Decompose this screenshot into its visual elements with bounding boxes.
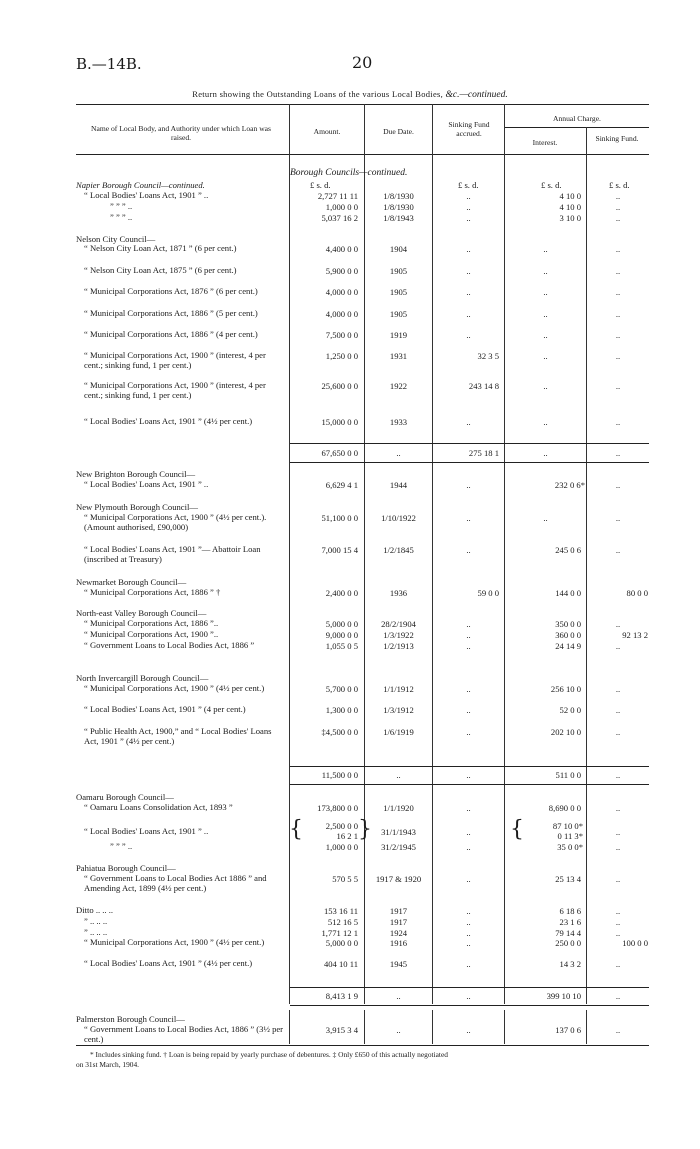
interest: 6 18 6	[559, 906, 581, 916]
amount: ‡4,500 0 0	[321, 727, 358, 737]
sinking-accrued: ..	[466, 842, 471, 852]
loan-authority: “ Municipal Corporations Act, 1886 ” (5 per cent.)	[84, 308, 258, 318]
interest: 8,690 0 0	[548, 803, 581, 813]
loan-authority: “ Local Bodies' Loans Act, 1901 ” (4½ per cent.)	[84, 958, 253, 968]
interest: 87 10 0*	[552, 821, 583, 831]
due-date: 1/8/1930	[383, 202, 414, 212]
sinking-fund: ..	[615, 641, 621, 651]
sinking-accrued: ..	[466, 309, 471, 319]
subtotal-rule	[290, 443, 649, 444]
total-sinking-accrued: ..	[466, 770, 471, 780]
amount: 2,727 11 11	[317, 191, 358, 201]
sinking-fund: 80 0 0	[626, 588, 648, 598]
sinking-accrued: ..	[466, 213, 471, 223]
sinking-accrued: ..	[466, 917, 471, 927]
body-nelson: Nelson City Council—	[76, 234, 156, 244]
due-date: 1/2/1913	[383, 641, 414, 651]
amount: 4,000 0 0	[325, 309, 358, 319]
amount: 25,600 0 0	[321, 381, 358, 391]
sinking-fund: ..	[615, 266, 621, 276]
due-date: 31/1/1943	[381, 827, 416, 837]
due-date: 1917 & 1920	[375, 874, 422, 884]
sinking-accrued: ..	[466, 266, 471, 276]
due-date: 1933	[389, 417, 408, 427]
sinking-fund: ..	[615, 803, 621, 813]
due-date: 1917	[389, 917, 408, 927]
interest: 144 0 0	[555, 588, 581, 598]
sinking-accrued: ..	[466, 417, 471, 427]
due-date: 1936	[389, 588, 408, 598]
sinking-fund: ..	[615, 213, 621, 223]
loan-authority: “ Municipal Corporations Act, 1900 ” (4½ per cent.)	[84, 683, 265, 693]
due-date: 1924	[389, 928, 408, 938]
brace-close: }	[358, 817, 372, 842]
interest: ..	[543, 330, 548, 340]
interest: 202 10 0	[550, 727, 581, 737]
interest: ..	[543, 381, 548, 391]
sinking-accrued: ..	[466, 630, 471, 640]
amount: 1,000 0 0	[325, 842, 358, 852]
total-amount: 11,500 0 0	[321, 770, 358, 780]
sinking-accrued: ..	[466, 1025, 471, 1035]
footnote: * Includes sinking fund. † Loan is being repaid by yearly purchase of debentures. ‡ Only £650 of this actually negotiated	[90, 1050, 448, 1059]
unit-interest: £ s. d.	[541, 180, 562, 190]
due-date: 1917	[389, 906, 408, 916]
body-napier: Napier Borough Council—continued.	[76, 180, 205, 190]
table-title	[0, 89, 700, 100]
sinking-accrued: ..	[466, 480, 471, 490]
due-date: 1/8/1943	[383, 213, 414, 223]
col-header-amount: Amount.	[313, 127, 341, 136]
loan-authority: “ Municipal Corporations Act, 1900 ” (interest, 4 per cent.; sinking fund, 1 per cent.)	[84, 350, 266, 370]
amount: 4,400 0 0	[325, 244, 358, 254]
due-date: 1919	[389, 330, 408, 340]
loan-authority: “ Municipal Corporations Act, 1900 ” (4½ per cent.)	[84, 937, 265, 947]
col-header-sinking-fund: Sinking Fund.	[595, 134, 639, 143]
sinking-accrued: ..	[466, 202, 471, 212]
due-date: 1/1/1920	[383, 803, 414, 813]
sinking-fund: ..	[615, 874, 621, 884]
sinking-fund: ..	[615, 959, 621, 969]
col-header-due: Due Date.	[383, 127, 414, 136]
loan-authority: “ Municipal Corporations Act, 1886 ” †	[84, 587, 221, 597]
amount: 5,900 0 0	[325, 266, 358, 276]
loan-authority: “ Municipal Corporations Act, 1900 ” (interest, 4 per cent.; sinking fund, 1 per cent.)	[84, 380, 266, 400]
interest: ..	[543, 309, 548, 319]
sinking-fund: 92 13 2	[622, 630, 648, 640]
sinking-fund: ..	[615, 917, 621, 927]
body-north-east-valley: North-east Valley Borough Council—	[76, 608, 207, 618]
sinking-fund: ..	[615, 330, 621, 340]
loan-authority: ” ” ” ..	[110, 841, 133, 851]
interest: ..	[543, 287, 548, 297]
amount: 173,800 0 0	[317, 803, 358, 813]
loan-authority: “ Oamaru Loans Consolidation Act, 1893 ”	[84, 802, 233, 812]
col-header-interest: Interest.	[532, 138, 558, 147]
amount: 7,500 0 0	[325, 330, 358, 340]
col-header-annual-charge: Annual Charge.	[553, 114, 601, 123]
total-amount: 67,650 0 0	[321, 448, 358, 458]
sinking-accrued: ..	[466, 244, 471, 254]
amount: 570 5 5	[332, 874, 358, 884]
due-date: 1905	[389, 309, 408, 319]
subtotal-rule	[290, 766, 649, 767]
sinking-fund: ..	[615, 727, 621, 737]
interest: 4 10 0	[559, 191, 581, 201]
total-sinking-fund: ..	[615, 991, 621, 1001]
sinking-fund: ..	[615, 1025, 621, 1035]
loan-authority: “ Local Bodies' Loans Act, 1901 ” (4½ per cent.)	[84, 416, 253, 426]
amount: 7,000 15 4	[321, 545, 358, 555]
brace-open: {	[510, 817, 524, 842]
total-due: ..	[396, 991, 401, 1001]
due-date: 1931	[389, 351, 408, 361]
due-date: 28/2/1904	[381, 619, 416, 629]
sinking-accrued: ..	[466, 684, 471, 694]
body-north-invercargill: North Invercargill Borough Council—	[76, 673, 209, 683]
due-date: 1945	[389, 959, 408, 969]
loan-authority: ” .. .. ..	[84, 916, 108, 926]
sinking-fund: ..	[615, 309, 621, 319]
loan-authority: “ Municipal Corporations Act, 1900 ” (4½ per cent.). (Amount authorised, £90,000)	[84, 512, 267, 532]
body-palmerston: Palmerston Borough Council—	[76, 1014, 185, 1024]
sinking-accrued: ..	[466, 191, 471, 201]
body-new-plymouth: New Plymouth Borough Council—	[76, 502, 198, 512]
sinking-accrued: ..	[466, 803, 471, 813]
amount: 1,055 0 5	[325, 641, 358, 651]
interest: 360 0 0	[555, 630, 581, 640]
loan-authority: “ Local Bodies' Loans Act, 1901 ” (4 per cent.)	[84, 704, 246, 714]
due-date: 1904	[389, 244, 408, 254]
header-bottom-rule	[76, 154, 649, 155]
total-sinking-accrued: ..	[466, 991, 471, 1001]
body-pahiatua: Pahiatua Borough Council—	[76, 863, 176, 873]
interest: 3 10 0	[559, 213, 581, 223]
sinking-accrued: 59 0 0	[477, 588, 499, 598]
total-due: ..	[396, 448, 401, 458]
body-new-brighton: New Brighton Borough Council—	[76, 469, 196, 479]
subtotal-rule	[290, 1005, 649, 1006]
unit-sinking: £ s. d.	[458, 180, 479, 190]
section-heading: Borough Councils—continued.	[290, 168, 408, 178]
sinking-accrued: ..	[466, 287, 471, 297]
amount: 2,400 0 0	[325, 588, 358, 598]
loan-authority: “ Municipal Corporations Act, 1876 ” (6 per cent.)	[84, 286, 258, 296]
loan-authority: “ Government Loans to Local Bodies Act, 1886 ” (3½ per cent.)	[84, 1024, 284, 1044]
sinking-accrued: ..	[466, 928, 471, 938]
header-top-rule	[76, 104, 649, 105]
amount: 6,629 4 1	[325, 480, 358, 490]
sinking-fund: ..	[615, 417, 621, 427]
total-interest: 511 0 0	[555, 770, 581, 780]
amount: 153 16 11	[323, 906, 358, 916]
loan-authority: “ Local Bodies' Loans Act, 1901 ”— Abattoir Loan (inscribed at Treasury)	[84, 544, 261, 564]
document-reference: B.—14B.	[76, 55, 142, 73]
due-date: 1/2/1845	[383, 545, 414, 555]
due-date: 1944	[389, 480, 408, 490]
col-header-name: Name of Local Body, and Authority under which Loan was raised.	[90, 124, 272, 142]
loan-authority: “ Municipal Corporations Act, 1886 ”..	[84, 618, 219, 628]
sinking-fund: ..	[615, 684, 621, 694]
interest: 4 10 0	[559, 202, 581, 212]
page-number: 20	[352, 53, 373, 72]
interest: 23 1 6	[559, 917, 581, 927]
sinking-accrued: 32 3 5	[477, 351, 499, 361]
loan-authority: “ Nelson City Loan Act, 1875 ” (6 per cent.)	[84, 265, 237, 275]
total-amount: 8,413 1 9	[325, 991, 358, 1001]
amount: 51,100 0 0	[321, 513, 358, 523]
due-date: 31/2/1945	[381, 842, 416, 852]
loan-authority: “ Local Bodies' Loans Act, 1901 ” ..	[84, 826, 209, 836]
due-date: 1/6/1919	[383, 727, 414, 737]
sinking-accrued: ..	[466, 330, 471, 340]
interest: 24 14 9	[555, 641, 581, 651]
sinking-accrued: ..	[466, 641, 471, 651]
sinking-accrued: ..	[466, 906, 471, 916]
subtotal-rule	[290, 784, 649, 785]
interest: 250 0 0	[555, 938, 581, 948]
loan-authority: “ Local Bodies' Loans Act, 1901 ” ..	[84, 190, 209, 200]
sinking-accrued: ..	[466, 727, 471, 737]
loan-authority: “ Municipal Corporations Act, 1886 ” (4 per cent.)	[84, 329, 258, 339]
due-date: 1/1/1912	[383, 684, 414, 694]
sinking-accrued: ..	[466, 705, 471, 715]
amount: 3,915 3 4	[325, 1025, 358, 1035]
interest: ..	[543, 266, 548, 276]
due-date: 1916	[389, 938, 408, 948]
sinking-fund: ..	[615, 619, 621, 629]
sinking-fund: ..	[615, 513, 621, 523]
sinking-fund: ..	[615, 545, 621, 555]
unit-amount: £ s. d.	[310, 180, 331, 190]
interest: 52 0 0	[559, 705, 581, 715]
sinking-accrued: ..	[466, 619, 471, 629]
brace-open: {	[289, 817, 303, 842]
sinking-fund: ..	[615, 906, 621, 916]
total-interest: ..	[543, 448, 548, 458]
due-date: 1905	[389, 287, 408, 297]
interest: 350 0 0	[555, 619, 581, 629]
amount: 5,037 16 2	[321, 213, 358, 223]
subtotal-rule	[290, 987, 649, 988]
amount: 1,000 0 0	[325, 202, 358, 212]
loan-authority: “ Nelson City Loan Act, 1871 ” (6 per cent.)	[84, 243, 237, 253]
amount: 1,771 12 1	[321, 928, 358, 938]
sinking-fund: ..	[615, 827, 621, 837]
sinking-fund: ..	[615, 842, 621, 852]
due-date: 1/3/1912	[383, 705, 414, 715]
sinking-accrued: ..	[466, 513, 471, 523]
loan-authority: “ Local Bodies' Loans Act, 1901 ” ..	[84, 479, 209, 489]
interest: 232 0 6*	[554, 480, 585, 490]
col-header-sinking-accrued: Sinking Fund accrued.	[448, 120, 490, 138]
sinking-accrued: 243 14 8	[468, 381, 499, 391]
interest: ..	[543, 417, 548, 427]
loan-authority: ” ” ” ..	[110, 201, 133, 211]
amount: 5,000 0 0	[325, 619, 358, 629]
amount: 15,000 0 0	[321, 417, 358, 427]
total-sinking-fund: ..	[615, 770, 621, 780]
sinking-fund: ..	[615, 480, 621, 490]
interest: 256 10 0	[550, 684, 581, 694]
interest: 14 3 2	[559, 959, 581, 969]
total-sinking-accrued: 275 18 1	[468, 448, 499, 458]
loan-authority: Ditto .. .. ..	[76, 905, 114, 915]
sinking-accrued: ..	[466, 545, 471, 555]
interest: 245 0 6	[555, 545, 581, 555]
sinking-fund: ..	[615, 244, 621, 254]
subtotal-rule	[290, 462, 649, 463]
total-interest: 399 10 10	[546, 991, 581, 1001]
interest: ..	[543, 244, 548, 254]
loan-authority: “ Public Health Act, 1900,” and “ Local Bodies' Loans Act, 1901 ” (4½ per cent.)	[84, 726, 272, 746]
interest: 137 0 6	[555, 1025, 581, 1035]
sinking-fund: ..	[615, 705, 621, 715]
sinking-fund: ..	[615, 287, 621, 297]
unit-sinking-fund: £ s. d.	[609, 180, 630, 190]
sinking-accrued: ..	[466, 938, 471, 948]
title-text: Return showing the Outstanding Loans of the various Local Bodies,	[192, 89, 446, 99]
due-date: 1905	[389, 266, 408, 276]
amount: 1,300 0 0	[325, 705, 358, 715]
sinking-fund: ..	[615, 928, 621, 938]
amount: 404 10 11	[323, 959, 358, 969]
table-bottom-rule	[76, 1045, 649, 1046]
loan-authority: “ Government Loans to Local Bodies Act, 1886 ”	[84, 640, 255, 650]
due-date: 1/8/1930	[383, 191, 414, 201]
sinking-fund: ..	[615, 191, 621, 201]
amount: 16 2 1	[336, 831, 358, 841]
sinking-accrued: ..	[466, 959, 471, 969]
sinking-fund: ..	[615, 381, 621, 391]
interest: ..	[543, 351, 548, 361]
amount: 5,000 0 0	[325, 938, 358, 948]
amount: 4,000 0 0	[325, 287, 358, 297]
total-due: ..	[396, 770, 401, 780]
total-sinking-fund: ..	[615, 448, 621, 458]
sinking-fund: ..	[615, 202, 621, 212]
body-newmarket: Newmarket Borough Council—	[76, 577, 187, 587]
loan-authority: “ Government Loans to Local Bodies Act 1886 ” and Amending Act, 1899 (4½ per cent.)	[84, 873, 267, 893]
amount: 2,500 0 0	[325, 821, 358, 831]
sinking-fund: ..	[615, 351, 621, 361]
due-date: ..	[396, 1025, 401, 1035]
due-date: 1922	[389, 381, 408, 391]
interest: 25 13 4	[555, 874, 581, 884]
loan-authority: ” .. .. ..	[84, 927, 108, 937]
sinking-accrued: ..	[466, 874, 471, 884]
amount: 512 16 5	[327, 917, 358, 927]
amount: 9,000 0 0	[325, 630, 358, 640]
footnote-continued: on 31st March, 1904.	[76, 1060, 140, 1069]
interest: ..	[543, 513, 548, 523]
annual-charge-rule	[504, 127, 649, 128]
sinking-fund: 100 0 0	[622, 938, 648, 948]
due-date: 1/3/1922	[383, 630, 414, 640]
due-date: 1/10/1922	[381, 513, 416, 523]
title-continued: &c.—continued.	[445, 90, 508, 100]
amount: 1,250 0 0	[325, 351, 358, 361]
body-oamaru: Oamaru Borough Council—	[76, 792, 174, 802]
interest: 0 11 3*	[557, 831, 583, 841]
loan-authority: ” ” ” ..	[110, 212, 133, 222]
interest: 79 14 4	[555, 928, 581, 938]
sinking-accrued: ..	[466, 827, 471, 837]
col-divider	[586, 127, 587, 1004]
loan-authority: “ Municipal Corporations Act, 1900 ”..	[84, 629, 219, 639]
amount: 5,700 0 0	[325, 684, 358, 694]
interest: 35 0 0*	[557, 842, 583, 852]
